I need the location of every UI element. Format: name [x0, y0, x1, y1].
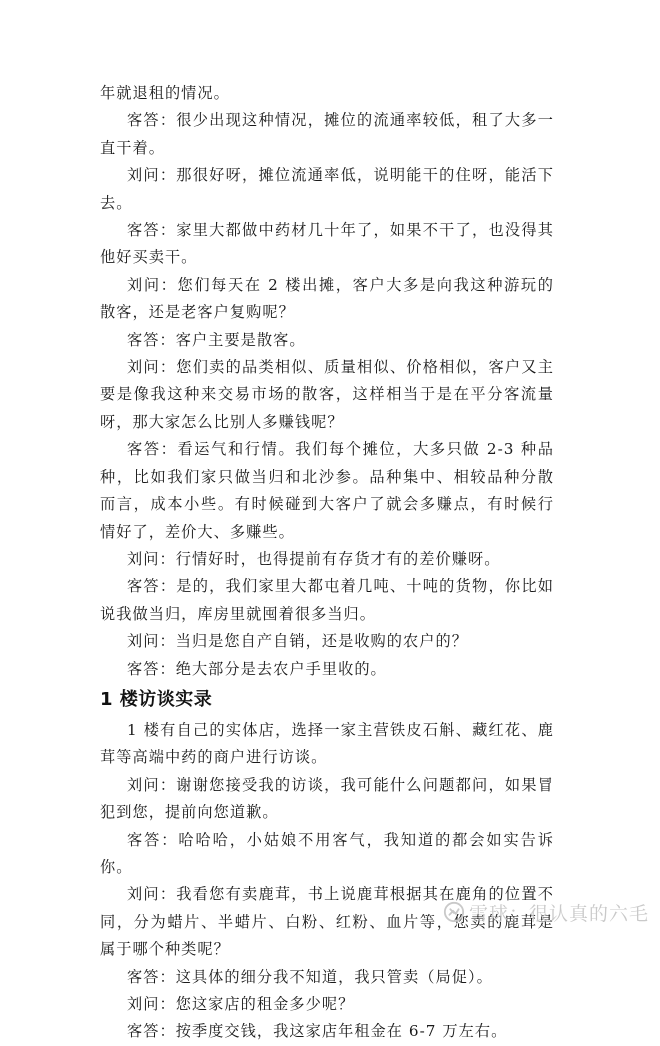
paragraph: 刘问：当归是您自产自销，还是收购的农户的？	[127, 632, 468, 651]
paragraph: 刘问：您这家店的租金多少呢？	[127, 995, 355, 1013]
paragraph: 客答：很少出现这种情况，摊位的流通率较低，租了大多一直干着。	[100, 111, 554, 157]
paragraph: 刘问：那很好呀，摊位流通率低，说明能干的住呀，能活下去。	[100, 166, 554, 212]
paragraph: 客答：家里大都做中药材几十年了，如果不干了，也没得其他好买卖干。	[100, 221, 554, 267]
paragraph: 客答：这具体的细分我不知道，我只管卖（局促）。	[127, 967, 493, 986]
paragraph: 客答：按季度交钱，我这家店年租金在 6-7 万左右。	[127, 1022, 508, 1041]
paragraph: 刘问：您们卖的品类相似、质量相似、价格相似，客户又主要是像我这种来交易市场的散客，这样相当于是在平分客流量呀，那大家怎么比别人多赚钱呢？	[100, 358, 554, 431]
watermark	[443, 899, 649, 925]
paragraph: 刘问：您们每天在 2 楼出摊，客户大多是向我这种游玩的散客，还是老客户复购呢？	[100, 275, 554, 322]
watermark-text: 雪球：很认真的六毛	[469, 902, 650, 925]
paragraph: 1 楼有自己的实体店，选择一家主营铁皮石斛、藏红花、鹿茸等高端中药的商户进行访谈。	[100, 720, 554, 767]
paragraph: 客答：客户主要是散客。	[127, 330, 306, 349]
paragraph: 刘问：行情好时，也得提前有存货才有的差价赚呀。	[127, 549, 501, 568]
paragraph: 客答：哈哈哈，小姑娘不用客气，我知道的都会如实告诉你。	[100, 830, 554, 876]
paragraph: 刘问：我看您有卖鹿茸，书上说鹿茸根据其在鹿角的位置不同，分为蜡片、半蜡片、白粉、红粉、血片等，您卖的鹿茸是属于哪个种类呢？	[100, 885, 554, 959]
xueqiu-logo-icon	[443, 901, 465, 923]
paragraph: 刘问：谢谢您接受我的访谈，我可能什么问题都问，如果冒犯到您，提前向您道歉。	[100, 775, 554, 822]
paragraph: 客答：是的，我们家里大都屯着几吨、十吨的货物，你比如说我做当归，库房里就囤着很多当归。	[100, 577, 554, 623]
paragraph: 客答：看运气和行情。我们每个摊位，大多只做 2-3 种品种，比如我们家只做当归和北沙参。品种集中、相较品种分散而言，成本小些。有时候碰到大客户了就会多赚点，有时候行情好了，差价大、多赚些。	[100, 440, 554, 541]
paragraph: 客答：绝大部分是去农户手里收的。	[127, 659, 387, 678]
paragraph: 年就退租的情况。	[100, 84, 230, 102]
section-heading: 1 楼访谈实录	[100, 688, 213, 710]
